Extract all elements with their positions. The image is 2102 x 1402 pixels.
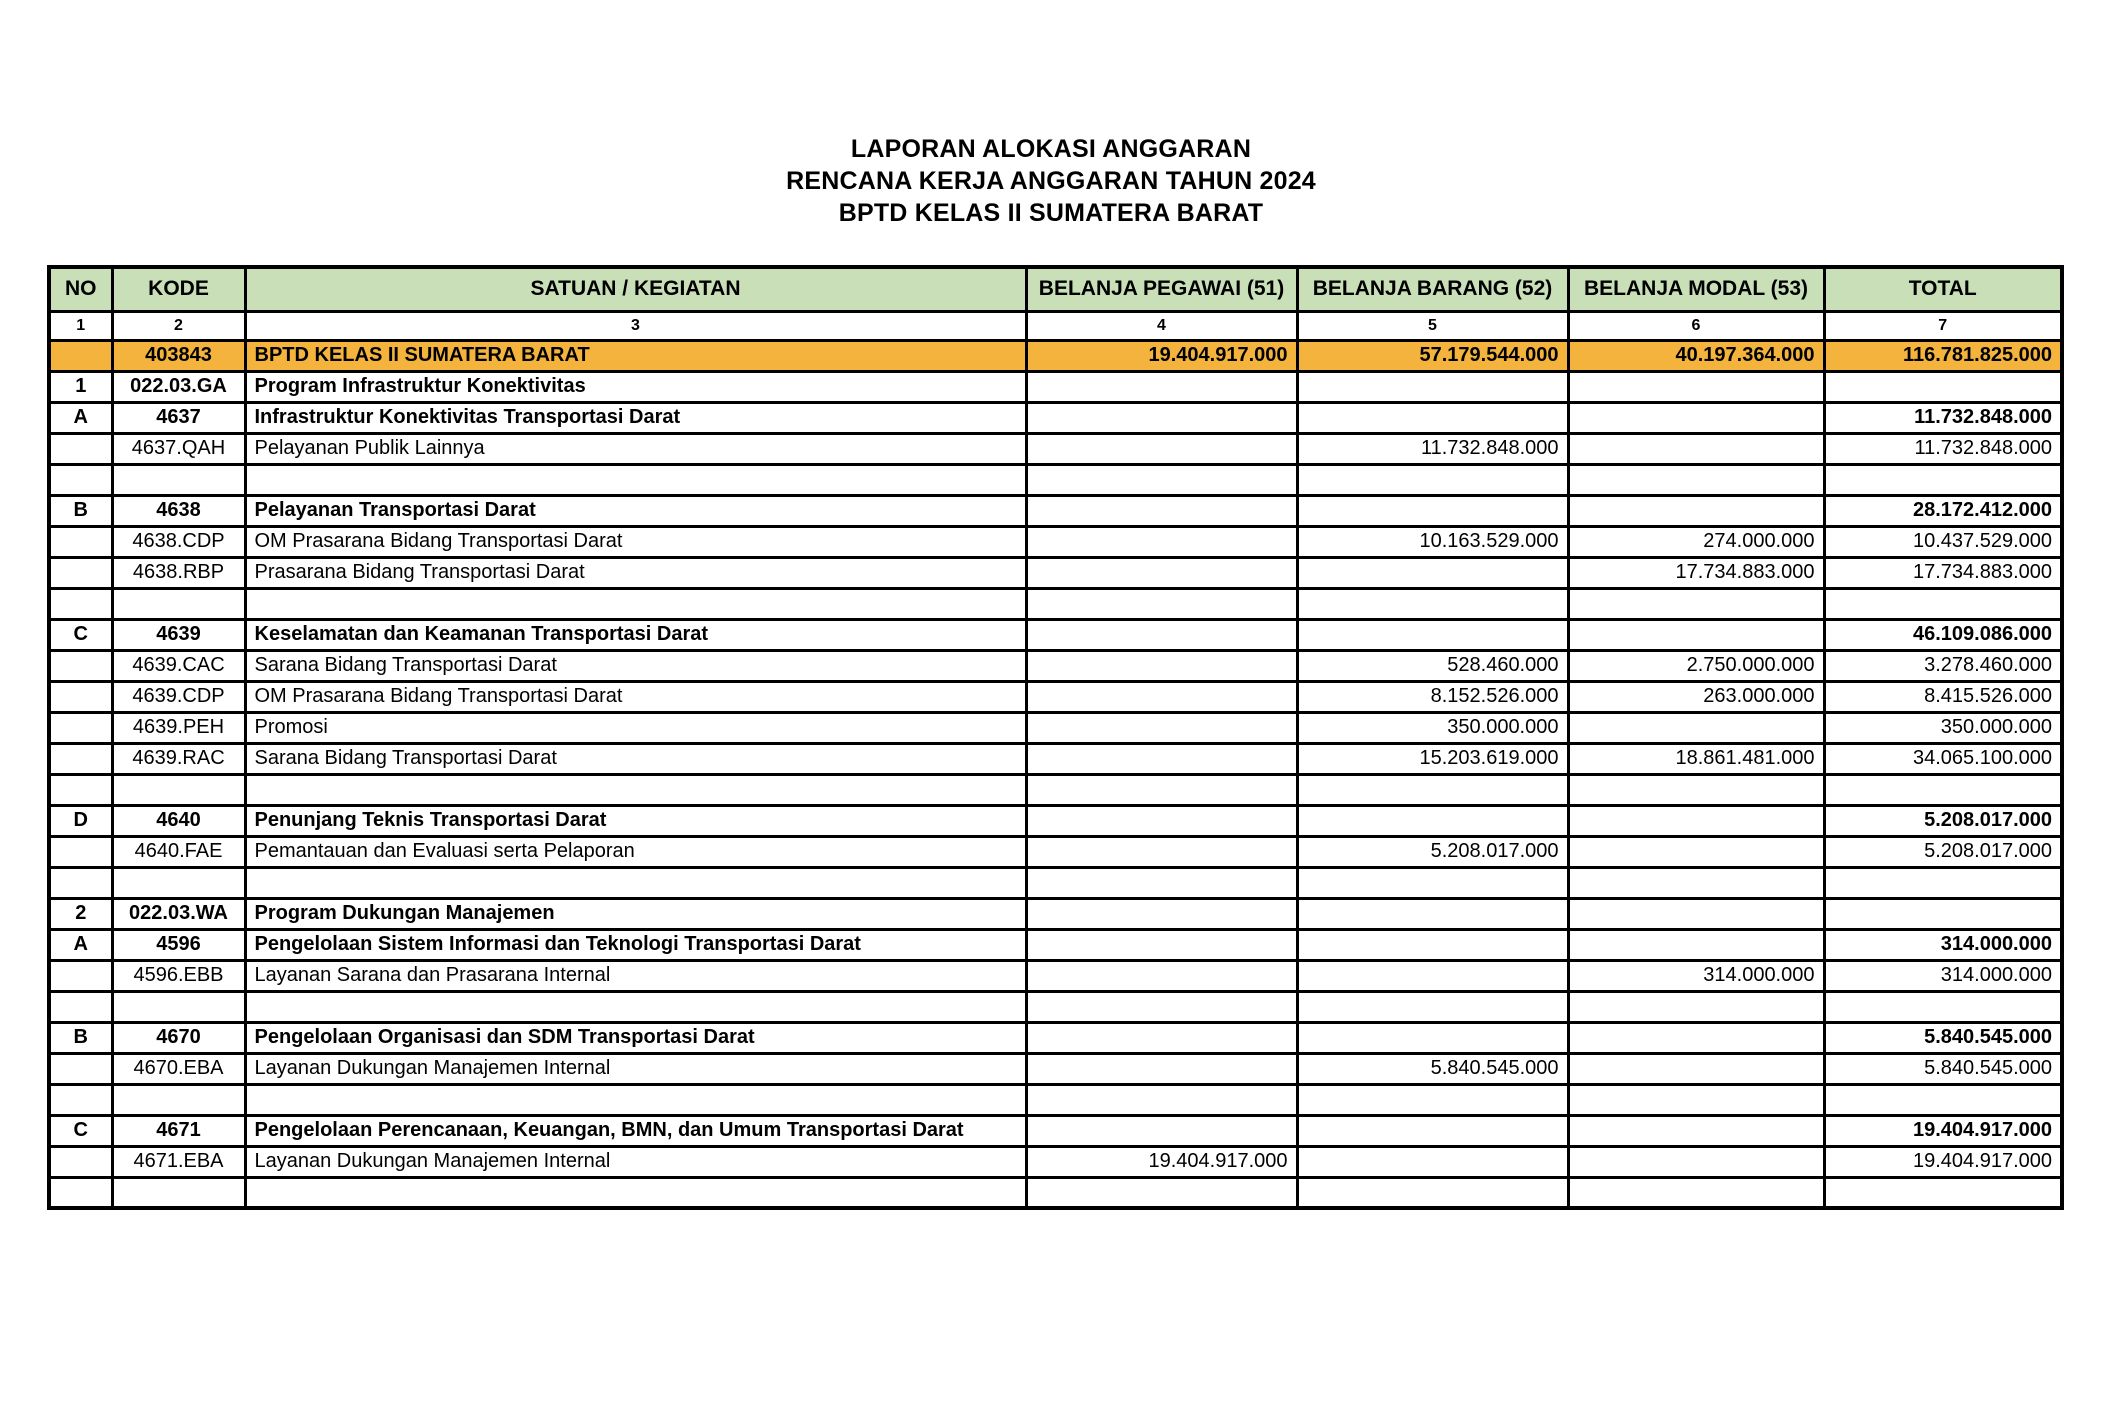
cell-modal [1568,402,1824,433]
report-title-line-3: BPTD KELAS II SUMATERA BARAT [838,199,1264,227]
cell-no [49,774,112,805]
cell-name [245,991,1026,1022]
cell-barang: 15.203.619.000 [1297,743,1568,774]
cell-name: Pengelolaan Perencanaan, Keuangan, BMN, dan Umum Transportasi Darat [245,1115,1026,1146]
cell-pegawai [1026,588,1297,619]
cell-pegawai [1026,1022,1297,1053]
cell-pegawai [1026,650,1297,681]
cell-pegawai [1026,1177,1297,1208]
cell-kode: 4640.FAE [112,836,245,867]
cell-kode [112,1177,245,1208]
cell-modal: 40.197.364.000 [1568,340,1824,371]
cell-modal: 18.861.481.000 [1568,743,1824,774]
cell-name: Program Infrastruktur Konektivitas [245,371,1026,402]
cell-total: 3.278.460.000 [1824,650,2062,681]
cell-modal [1568,1177,1824,1208]
table-row-4640 [49,805,2062,836]
cell-kode [112,991,245,1022]
cell-pegawai [1026,1115,1297,1146]
cell-name: Layanan Sarana dan Prasarana Internal [245,960,1026,991]
table-row-4638.RBP [49,557,2062,588]
cell-modal: 2.750.000.000 [1568,650,1824,681]
cell-total [1824,1084,2062,1115]
cell-pegawai [1026,743,1297,774]
cell-kode: 4671 [112,1115,245,1146]
cell-kode: 4639.PEH [112,712,245,743]
table-row-022.03.WA [49,898,2062,929]
cell-barang: 10.163.529.000 [1297,526,1568,557]
cell-pegawai: 19.404.917.000 [1026,1146,1297,1177]
cell-modal [1568,619,1824,650]
cell-kode: 4670.EBA [112,1053,245,1084]
table-row-4638 [49,495,2062,526]
cell-pegawai [1026,526,1297,557]
cell-barang: 8.152.526.000 [1297,681,1568,712]
cell-name: Pelayanan Transportasi Darat [245,495,1026,526]
cell-no [49,712,112,743]
cell-kode [112,867,245,898]
cell-no [49,433,112,464]
cell-total [1824,1177,2062,1208]
cell-total: 314.000.000 [1824,960,2062,991]
header-belanja-modal: BELANJA MODAL (53) [1568,267,1824,311]
column-number-2: 2 [112,311,245,340]
header-belanja-pegawai: BELANJA PEGAWAI (51) [1026,267,1297,311]
header-satuan-kegiatan: SATUAN / KEGIATAN [245,267,1026,311]
cell-name: Pelayanan Publik Lainnya [245,433,1026,464]
cell-barang: 57.179.544.000 [1297,340,1568,371]
cell-no: B [49,1022,112,1053]
cell-pegawai [1026,557,1297,588]
cell-no [49,464,112,495]
cell-name [245,588,1026,619]
cell-barang [1297,774,1568,805]
report-title [0,133,2102,229]
table-row-403843 [49,340,2062,371]
cell-pegawai [1026,1084,1297,1115]
cell-no [49,836,112,867]
table-row-4670.EBA [49,1053,2062,1084]
cell-no [49,340,112,371]
cell-kode [112,774,245,805]
table-row-4639 [49,619,2062,650]
table-row-4638.CDP [49,526,2062,557]
cell-no: D [49,805,112,836]
column-number-7: 7 [1824,311,2062,340]
cell-name [245,1084,1026,1115]
cell-kode: 4639.CAC [112,650,245,681]
cell-total: 8.415.526.000 [1824,681,2062,712]
cell-barang [1297,867,1568,898]
table-row-4671 [49,1115,2062,1146]
cell-kode: 022.03.GA [112,371,245,402]
table-row-empty [49,991,2062,1022]
cell-no [49,650,112,681]
cell-barang [1297,805,1568,836]
table-row-4639.PEH [49,712,2062,743]
cell-total: 34.065.100.000 [1824,743,2062,774]
cell-no [49,1053,112,1084]
cell-modal [1568,1115,1824,1146]
cell-kode: 4671.EBA [112,1146,245,1177]
table-row-empty [49,1177,2062,1208]
header-no: NO [49,267,112,311]
cell-kode: 4640 [112,805,245,836]
cell-barang [1297,402,1568,433]
report-title-line-1: LAPORAN ALOKASI ANGGARAN [850,135,1252,163]
cell-total: 11.732.848.000 [1824,402,2062,433]
cell-name: Pemantauan dan Evaluasi serta Pelaporan [245,836,1026,867]
cell-pegawai [1026,681,1297,712]
cell-barang [1297,371,1568,402]
table-row-4637.QAH [49,433,2062,464]
cell-pegawai [1026,371,1297,402]
cell-name: Keselamatan dan Keamanan Transportasi Darat [245,619,1026,650]
table-row-4639.RAC [49,743,2062,774]
cell-pegawai [1026,867,1297,898]
cell-no [49,1177,112,1208]
cell-barang: 5.840.545.000 [1297,1053,1568,1084]
cell-name: Sarana Bidang Transportasi Darat [245,650,1026,681]
cell-barang [1297,929,1568,960]
cell-pegawai [1026,960,1297,991]
cell-kode: 4639 [112,619,245,650]
cell-total: 19.404.917.000 [1824,1146,2062,1177]
cell-no: A [49,402,112,433]
cell-name: Sarana Bidang Transportasi Darat [245,743,1026,774]
cell-kode: 4596.EBB [112,960,245,991]
cell-modal [1568,1084,1824,1115]
cell-total: 314.000.000 [1824,929,2062,960]
cell-kode: 022.03.WA [112,898,245,929]
cell-name: Pengelolaan Organisasi dan SDM Transportasi Darat [245,1022,1026,1053]
cell-name: Penunjang Teknis Transportasi Darat [245,805,1026,836]
cell-no: C [49,1115,112,1146]
cell-barang: 5.208.017.000 [1297,836,1568,867]
cell-modal [1568,433,1824,464]
cell-total: 10.437.529.000 [1824,526,2062,557]
cell-pegawai [1026,1053,1297,1084]
cell-modal: 263.000.000 [1568,681,1824,712]
cell-name: Layanan Dukungan Manajemen Internal [245,1053,1026,1084]
cell-total: 5.208.017.000 [1824,805,2062,836]
cell-barang [1297,1146,1568,1177]
column-number-3: 3 [245,311,1026,340]
cell-no [49,1084,112,1115]
cell-barang [1297,1177,1568,1208]
cell-modal [1568,898,1824,929]
table-row-empty [49,774,2062,805]
cell-barang [1297,557,1568,588]
cell-kode: 4639.CDP [112,681,245,712]
cell-total [1824,464,2062,495]
cell-kode [112,588,245,619]
table-row-empty [49,1084,2062,1115]
cell-name: BPTD KELAS II SUMATERA BARAT [245,340,1026,371]
cell-name: OM Prasarana Bidang Transportasi Darat [245,526,1026,557]
cell-modal [1568,1146,1824,1177]
cell-kode: 4637.QAH [112,433,245,464]
cell-barang: 350.000.000 [1297,712,1568,743]
cell-modal [1568,805,1824,836]
header-total: TOTAL [1824,267,2062,311]
cell-total: 5.840.545.000 [1824,1053,2062,1084]
table-row-empty [49,588,2062,619]
cell-no [49,526,112,557]
budget-allocation-table [47,265,2064,1210]
table-body [49,340,2062,1208]
cell-name [245,1177,1026,1208]
cell-name: OM Prasarana Bidang Transportasi Darat [245,681,1026,712]
cell-name: Pengelolaan Sistem Informasi dan Teknologi Transportasi Darat [245,929,1026,960]
cell-barang: 11.732.848.000 [1297,433,1568,464]
cell-kode: 4670 [112,1022,245,1053]
cell-modal [1568,495,1824,526]
cell-no [49,743,112,774]
cell-total [1824,588,2062,619]
cell-no: 1 [49,371,112,402]
table-row-empty [49,464,2062,495]
table-row-4596.EBB [49,960,2062,991]
cell-total: 19.404.917.000 [1824,1115,2062,1146]
cell-name: Program Dukungan Manajemen [245,898,1026,929]
header-belanja-barang: BELANJA BARANG (52) [1297,267,1568,311]
cell-no: B [49,495,112,526]
header-kode: KODE [112,267,245,311]
cell-kode: 4639.RAC [112,743,245,774]
cell-total: 11.732.848.000 [1824,433,2062,464]
cell-barang [1297,464,1568,495]
cell-name: Infrastruktur Konektivitas Transportasi Darat [245,402,1026,433]
cell-name: Promosi [245,712,1026,743]
cell-name [245,774,1026,805]
cell-kode [112,1084,245,1115]
cell-total: 5.840.545.000 [1824,1022,2062,1053]
cell-modal [1568,464,1824,495]
cell-pegawai [1026,836,1297,867]
cell-modal [1568,1022,1824,1053]
cell-no [49,960,112,991]
cell-kode: 4637 [112,402,245,433]
cell-modal [1568,867,1824,898]
cell-pegawai [1026,495,1297,526]
table-row-4670 [49,1022,2062,1053]
cell-no: 2 [49,898,112,929]
cell-no: C [49,619,112,650]
cell-pegawai [1026,991,1297,1022]
cell-no [49,991,112,1022]
cell-modal [1568,588,1824,619]
cell-pegawai [1026,433,1297,464]
cell-total: 350.000.000 [1824,712,2062,743]
cell-pegawai [1026,774,1297,805]
cell-kode: 4596 [112,929,245,960]
cell-kode: 4638 [112,495,245,526]
cell-pegawai [1026,929,1297,960]
cell-modal [1568,991,1824,1022]
cell-barang [1297,1084,1568,1115]
cell-modal [1568,929,1824,960]
cell-barang [1297,991,1568,1022]
cell-modal [1568,371,1824,402]
column-number-1: 1 [49,311,112,340]
cell-modal [1568,1053,1824,1084]
cell-modal: 17.734.883.000 [1568,557,1824,588]
table-row-4640.FAE [49,836,2062,867]
cell-no [49,681,112,712]
cell-barang [1297,495,1568,526]
cell-no [49,557,112,588]
cell-barang: 528.460.000 [1297,650,1568,681]
cell-barang [1297,1115,1568,1146]
cell-total [1824,991,2062,1022]
cell-total: 17.734.883.000 [1824,557,2062,588]
cell-total [1824,867,2062,898]
cell-total: 28.172.412.000 [1824,495,2062,526]
cell-name [245,867,1026,898]
cell-kode: 4638.RBP [112,557,245,588]
cell-barang [1297,619,1568,650]
table-row-4671.EBA [49,1146,2062,1177]
cell-barang [1297,588,1568,619]
cell-pegawai [1026,712,1297,743]
cell-no [49,867,112,898]
cell-modal [1568,774,1824,805]
cell-pegawai [1026,898,1297,929]
cell-barang [1297,1022,1568,1053]
cell-total [1824,774,2062,805]
column-number-4: 4 [1026,311,1297,340]
cell-pegawai [1026,805,1297,836]
cell-barang [1297,898,1568,929]
cell-modal [1568,836,1824,867]
column-number-5: 5 [1297,311,1568,340]
cell-pegawai: 19.404.917.000 [1026,340,1297,371]
cell-total [1824,898,2062,929]
column-numbers-row [49,311,2062,340]
cell-total [1824,371,2062,402]
cell-name: Layanan Dukungan Manajemen Internal [245,1146,1026,1177]
cell-modal: 274.000.000 [1568,526,1824,557]
column-number-6: 6 [1568,311,1824,340]
cell-kode: 4638.CDP [112,526,245,557]
cell-pegawai [1026,464,1297,495]
cell-no: A [49,929,112,960]
cell-total: 116.781.825.000 [1824,340,2062,371]
table-row-4596 [49,929,2062,960]
table-row-empty [49,867,2062,898]
cell-modal [1568,712,1824,743]
table-header-row [49,267,2062,311]
cell-total: 5.208.017.000 [1824,836,2062,867]
table-row-022.03.GA [49,371,2062,402]
cell-name: Prasarana Bidang Transportasi Darat [245,557,1026,588]
cell-no [49,1146,112,1177]
table-row-4639.CAC [49,650,2062,681]
table-row-4639.CDP [49,681,2062,712]
cell-total: 46.109.086.000 [1824,619,2062,650]
table-row-4637 [49,402,2062,433]
cell-no [49,588,112,619]
cell-pegawai [1026,619,1297,650]
cell-name [245,464,1026,495]
report-title-line-2: RENCANA KERJA ANGGARAN TAHUN 2024 [786,167,1316,195]
cell-kode [112,464,245,495]
cell-pegawai [1026,402,1297,433]
cell-modal: 314.000.000 [1568,960,1824,991]
cell-barang [1297,960,1568,991]
cell-kode: 403843 [112,340,245,371]
